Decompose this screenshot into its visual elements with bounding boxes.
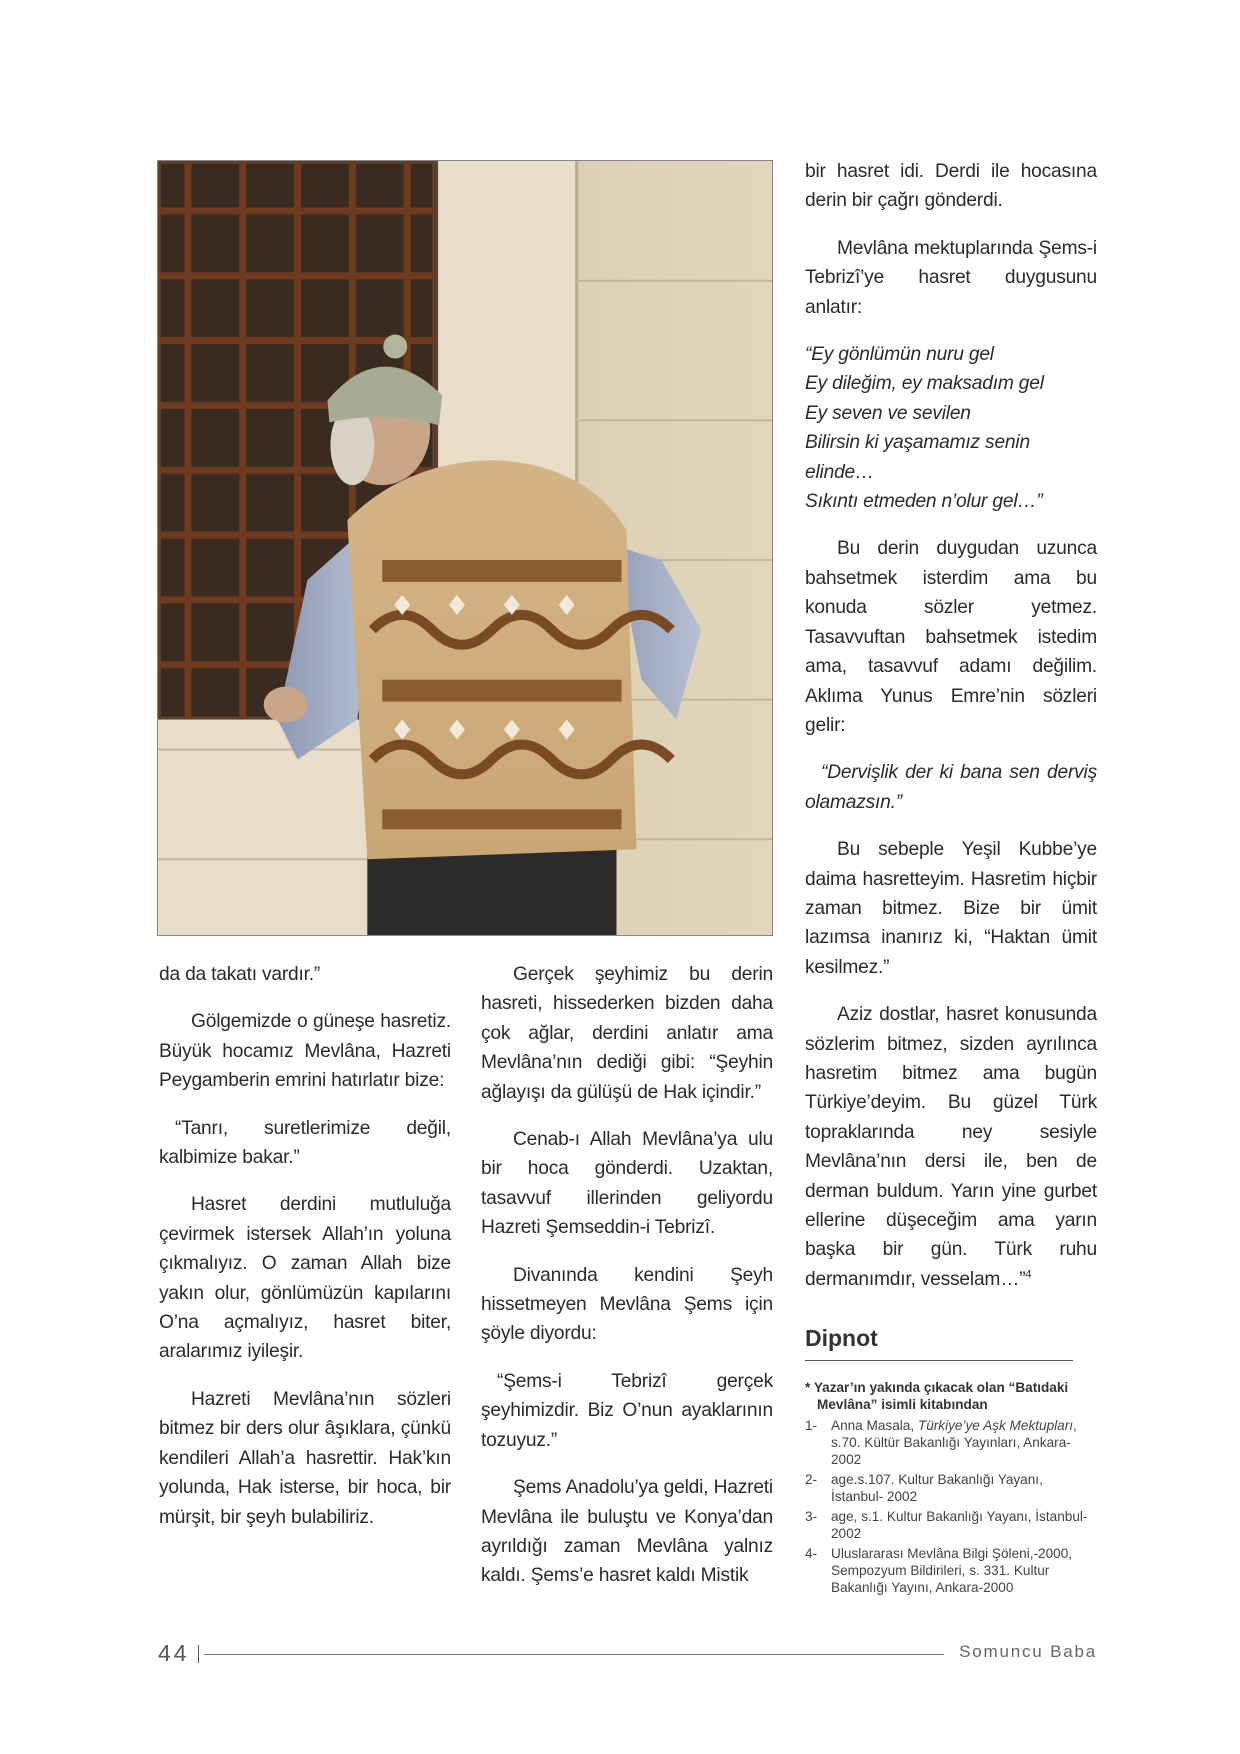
paragraph: Cenab-ı Allah Mevlâna’ya ulu bir hoca gönderdi. Uzaktan, tasavvuf illerinden geliyordu Hazreti Şemseddin-i Tebrizî. (481, 1129, 773, 1239)
article-photo (157, 160, 773, 936)
footnotes-intro: * Yazar’ın yakında çıkacak olan “Batıdaki Mevlâna” isimli kitabından (805, 1380, 1069, 1412)
paragraph: Hasret derdini mutluluğa çevirmek istersek Allah’ın yoluna çıkmalıyız. O zaman Allah bize yakın olur, gönlümüzün kapılarını O’na açmalıyız, hasret biter, aralarımız iyileşir. (159, 1194, 451, 1363)
text-column-2 (481, 960, 773, 1609)
paragraph: Gerçek şeyhimiz bu derin hasreti, hissederken bizden daha çok ağlar, derdini anlatır ama Mevlâna’nın dediği gibi: “Şeyhin ağlayışı da gülüşü de Hak içindir.” (481, 964, 773, 1103)
paragraph: da da takatı vardır.” (159, 964, 321, 985)
paragraph (805, 1000, 1097, 1294)
footnote-item (805, 1508, 1097, 1542)
magazine-name: Somuncu Baba (959, 1642, 1097, 1661)
poem-line: “Ey gönlümün nuru gel (805, 344, 994, 366)
paragraph-text: Aziz dostlar, hasret konusunda sözlerim bitmez, sizden ayrılınca hasretim bitmez ama bugün Türkiye’deyim. Bu güzel Türk topraklarında ney sesiyle Mevlâna’nın dersi ile, ben de derman buldum. Yarın yine gurbet ellerine düşeceğim ama yarın başka bir gün. Türk ruhu dermanımdır, vesselam…” (805, 1004, 1097, 1290)
footnotes-title: Dipnot (805, 1325, 1073, 1361)
footer-divider (198, 1645, 199, 1663)
footnote-text: age.s.107. Kultur Bakanlığı Yayanı, İstanbul- 2002 (831, 1472, 1043, 1504)
quote: “Dervişlik der ki bana sen derviş olamazsın.” (805, 762, 1097, 813)
footnote-text: Uluslararası Mevlâna Bilgi Şöleni,-2000, Sempozyum Bildirileri, s. 331. Kultur Bakanlığı Yayını, Ankara-2000 (831, 1546, 1073, 1595)
photo-illustration (158, 161, 772, 935)
paragraph: Divanında kendini Şeyh hissetmeyen Mevlâna Şems için şöyle diyordu: (481, 1264, 773, 1345)
paragraph: Bu derin duygudan uzunca bahsetmek isterdim ama bu konuda sözler yetmez. Tasavvuftan bahsetmek istedim ama, tasavvuf adamı değilim. Aklıma Yunus Emre’nin sözleri gelir: (805, 538, 1097, 736)
page-number: 44 (158, 1640, 190, 1666)
poem-line: Ey seven ve sevilen (805, 402, 971, 424)
footnote-number: 3- (805, 1509, 818, 1524)
footnote-author: Anna Masala, (831, 1418, 918, 1433)
footnote-text (831, 1417, 1097, 1468)
poem-line: Ey dileğim, ey maksadım gel (805, 373, 1044, 395)
poem (805, 340, 1097, 516)
footnote-details: , s.70. Kültür Bakanlığı Yayınları, Ankara-2002 (831, 1418, 1077, 1467)
quote: “Tanrı, suretlerimize değil, kalbimize bakar.” (159, 1117, 451, 1169)
paragraph: Bu sebeple Yeşil Kubbe’ye daima hasretteyim. Hasretim hiçbir zaman bitmez. Bize bir ümit lazımsa inanırız ki, “Haktan ümit kesilmez.” (805, 839, 1097, 978)
footnote-item (805, 1545, 1097, 1596)
footnote-ref: 4 (1025, 1268, 1032, 1281)
poem-line: Bilirsin ki yaşamamız senin elinde… (805, 432, 1030, 483)
paragraph: Gölgemizde o güneşe hasretiz. Büyük hocamız Mevlâna, Hazreti Peygamberin emrini hatırlatır bize: (159, 1011, 451, 1092)
quote: “Şems-i Tebrizî gerçek şeyhimizdir. Biz O’nun ayaklarının tozuyuz.” (481, 1370, 773, 1451)
footnote-number: 1- (805, 1418, 818, 1433)
footnote-number: 4- (805, 1546, 818, 1561)
paragraph: Şems Anadolu’ya geldi, Hazreti Mevlâna ile buluştu ve Konya’dan ayrıldığı zaman Mevlâna yalnız kaldı. Şems’e hasret kaldı Mistik (481, 1477, 773, 1587)
footnote-number: 2- (805, 1472, 818, 1487)
footnotes (805, 1325, 1097, 1599)
footnote-item (805, 1417, 1097, 1468)
poem-line: Sıkıntı etmeden n’olur gel…” (805, 491, 1043, 513)
footnote-item (805, 1471, 1097, 1505)
paragraph: Mevlâna mektuplarında Şems-i Tebrizî’ye hasret duygusunu anlatır: (805, 237, 1097, 318)
text-column-1 (159, 960, 451, 1550)
paragraph: Hazreti Mevlâna’nın sözleri bitmez bir ders olur âşıklara, çünkü kendileri Allah’a hasrettir. Hak’kın yolunda, Hak isterse, bir hoca, bir mürşit, bir şeyh bulabiliriz. (159, 1388, 451, 1528)
footnote-text: age, s.1. Kultur Bakanlığı Yayanı, İstanbul- 2002 (831, 1509, 1088, 1541)
paragraph: bir hasret idi. Derdi ile hocasına derin bir çağrı gönderdi. (805, 161, 1097, 212)
text-column-3 (805, 157, 1097, 1312)
footer-rule (204, 1654, 944, 1655)
footnote-book-title: Türkiye’ye Aşk Mektupları (917, 1418, 1074, 1433)
